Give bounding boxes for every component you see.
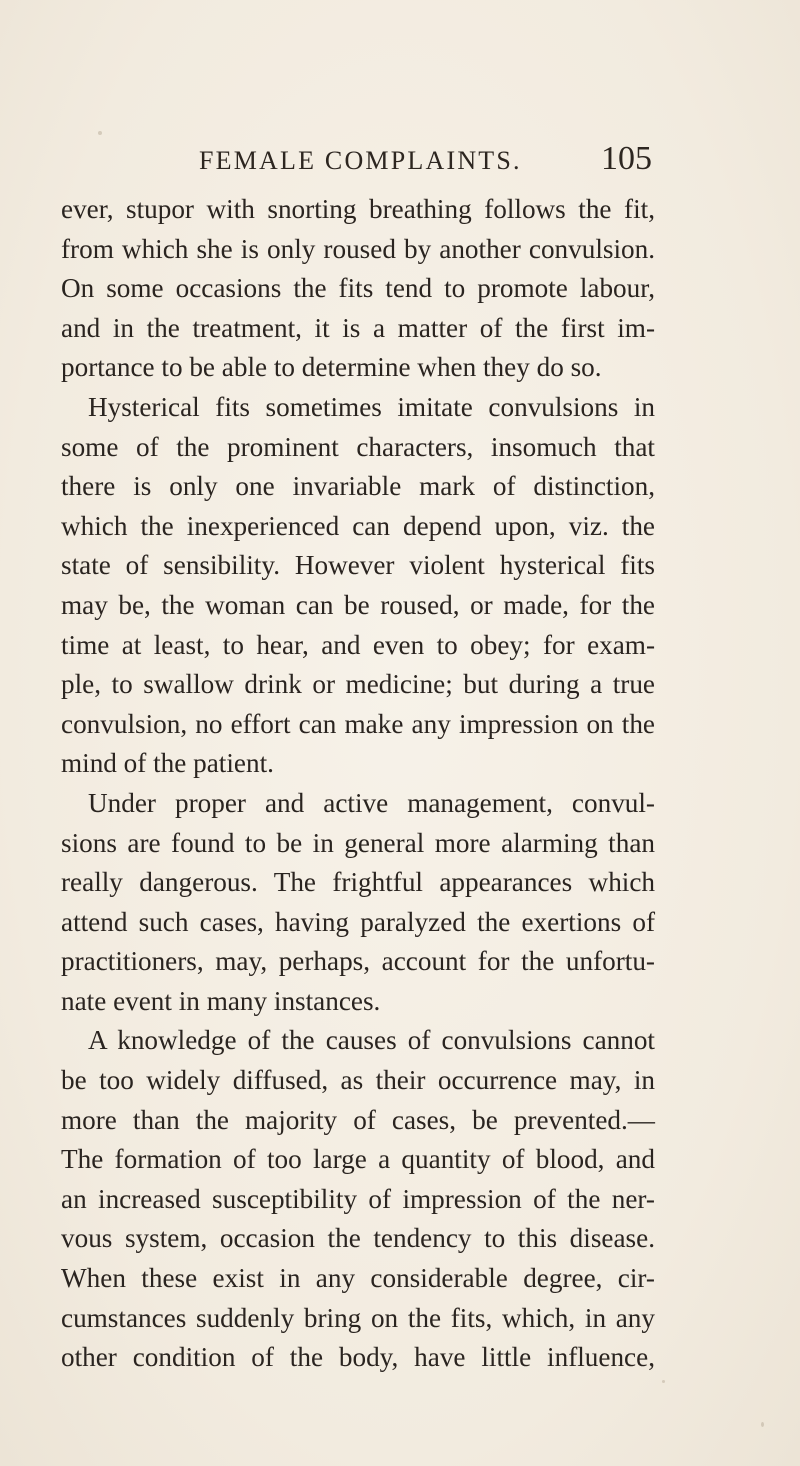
text-line: practitioners, may, perhaps, account for the unfortu- bbox=[61, 946, 655, 977]
page-number: 105 bbox=[601, 140, 652, 177]
text-line: other condition of the body, have little influence, bbox=[61, 1342, 655, 1373]
text-line: vous system, occasion the tendency to this disease. bbox=[61, 1223, 655, 1254]
paper-speck bbox=[662, 1380, 665, 1383]
body-text bbox=[61, 190, 655, 1378]
paper-speck bbox=[98, 131, 102, 135]
text-line: from which she is only roused by another convulsion. bbox=[61, 233, 655, 264]
text-line: state of sensibility. However violent hysterical fits bbox=[61, 550, 655, 581]
text-line: sions are found to be in general more alarming than bbox=[61, 827, 655, 858]
text-line: may be, the woman can be roused, or made, for the bbox=[61, 589, 655, 620]
text-line: and in the treatment, it is a matter of the first im- bbox=[61, 312, 655, 343]
text-line: really dangerous. The frightful appearances which bbox=[61, 867, 655, 898]
running-title: FEMALE COMPLAINTS. bbox=[199, 146, 522, 175]
text-line: some of the prominent characters, insomuch that bbox=[61, 431, 655, 462]
text-line: A knowledge of the causes of convulsions cannot bbox=[88, 1025, 655, 1056]
text-line: ever, stupor with snorting breathing follows the fit, bbox=[61, 194, 655, 224]
running-head bbox=[199, 142, 652, 178]
text-line: attend such cases, having paralyzed the exertions of bbox=[61, 906, 655, 937]
text-line: Hysterical fits sometimes imitate convulsions in bbox=[88, 391, 655, 422]
text-line: time at least, to hear, and even to obey; for exam- bbox=[61, 629, 655, 660]
text-line: nate event in many instances. bbox=[61, 985, 381, 1016]
text-line: cumstances suddenly bring on the fits, which, in any bbox=[61, 1302, 655, 1333]
text-line: The formation of too large a quantity of blood, and bbox=[61, 1144, 655, 1175]
text-line: there is only one invariable mark of distinction, bbox=[61, 471, 655, 502]
text-line: ple, to swallow drink or medicine; but during a true bbox=[61, 669, 655, 700]
text-line: an increased susceptibility of impression of the ner- bbox=[61, 1183, 655, 1214]
text-line: be too widely diffused, as their occurrence may, in bbox=[61, 1065, 655, 1096]
text-line: When these exist in any considerable degree, cir- bbox=[61, 1263, 655, 1294]
paper-speck bbox=[761, 1422, 764, 1427]
text-line: Under proper and active management, convul- bbox=[88, 787, 655, 818]
text-line: convulsion, no effort can make any impression on the bbox=[61, 708, 655, 739]
text-line: more than the majority of cases, be prevented.— bbox=[61, 1104, 655, 1135]
text-line: portance to be able to determine when they do so. bbox=[61, 352, 602, 383]
text-line: mind of the patient. bbox=[61, 748, 274, 779]
text-line: On some occasions the fits tend to promote labour, bbox=[61, 273, 655, 304]
text-line: which the inexperienced can depend upon, viz. the bbox=[61, 510, 655, 541]
